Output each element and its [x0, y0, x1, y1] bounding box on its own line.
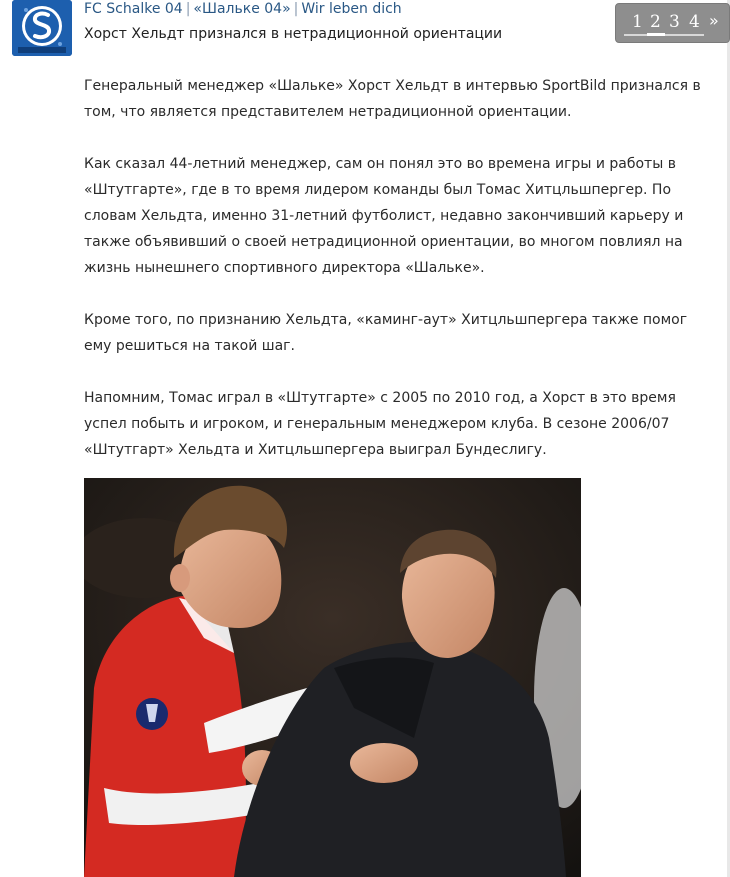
post-title-line: [84, 0, 402, 18]
post-subtitle: Хорст Хельдт признался в нетрадиционной ориентации: [84, 26, 503, 42]
photo-illustration: [84, 478, 581, 877]
current-page-indicator: [647, 33, 665, 36]
schalke-crest-icon: [12, 0, 72, 56]
article-paragraph: Генеральный менеджер «Шальке» Хорст Хельдт в интервью SportBild признался в том, что является представителем нетрадиционной ориентации.: [84, 78, 701, 120]
article-paragraph: Кроме того, по признанию Хельдта, «каминг-аут» Хитцльшпергера также помог ему решиться на такой шаг.: [84, 312, 688, 354]
article-photo[interactable]: [84, 478, 581, 877]
title-separator: |: [293, 1, 299, 17]
page-3-link[interactable]: 3: [669, 12, 680, 32]
next-page-icon[interactable]: »: [709, 11, 719, 30]
page-4-link[interactable]: 4: [689, 12, 700, 32]
article-paragraph: Как сказал 44-летний менеджер, сам он понял это во времена игры и работы в «Штутгарте», где в то время лидером команды был Томас Хитцльшпергер. По словам Хельдта, именно 31-летний футболист, недавно закончивший карьеру и также объявивший о своей нетрадиционной ориентации, во многом повлиял на жизнь нынешнего спортивного директора «Шальке».: [84, 156, 684, 276]
group-name-link[interactable]: FC Schalke 04: [84, 1, 183, 17]
uefa-cup-badge-icon: [136, 698, 168, 730]
page-2-link[interactable]: 2: [650, 12, 661, 32]
page-navigator: [615, 3, 730, 43]
group-motto-link[interactable]: Wir leben dich: [301, 1, 402, 17]
article-body: [84, 73, 714, 489]
title-separator: |: [185, 1, 191, 17]
group-name-ru-link[interactable]: «Шальке 04»: [193, 1, 291, 17]
article-paragraph: Напомним, Томас играл в «Штутгарте» с 2005 по 2010 год, а Хорст в это время успел побыть и игроком, и генеральным менеджером клуба. В сезоне 2006/07 «Штутгарт» Хельдта и Хитцльшпергера выиграл Бундеслигу.: [84, 390, 676, 458]
page-1-link[interactable]: 1: [632, 12, 643, 32]
group-avatar[interactable]: [12, 0, 72, 56]
